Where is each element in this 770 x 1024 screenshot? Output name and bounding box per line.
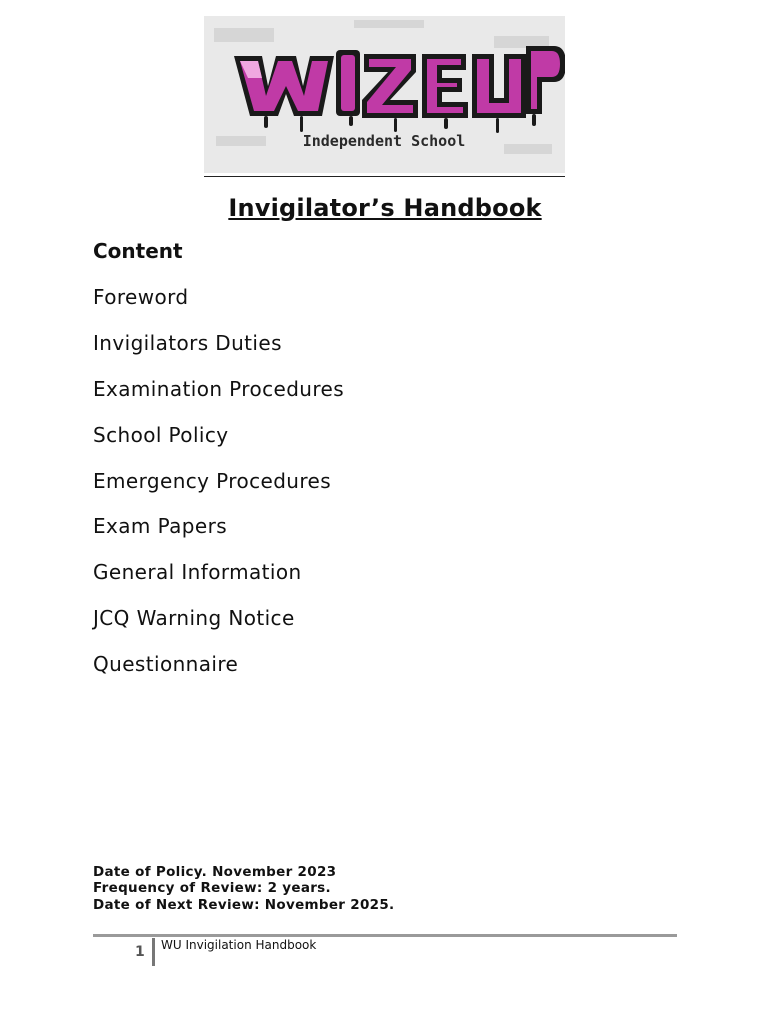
- toc-item: Questionnaire: [93, 652, 239, 677]
- policy-info: [93, 864, 394, 913]
- toc-item: Examination Procedures: [93, 376, 345, 401]
- toc-item: Invigilators Duties: [93, 330, 282, 355]
- logo-subtitle: Independent School: [302, 132, 466, 150]
- toc-item: Emergency Procedures: [93, 468, 332, 493]
- table-of-contents: [93, 283, 344, 696]
- footer-text: WU Invigilation Handbook: [161, 938, 317, 952]
- toc-item: General Information: [93, 560, 302, 585]
- review-frequency: Frequency of Review: 2 years.: [93, 880, 331, 897]
- toc-item: JCQ Warning Notice: [93, 606, 295, 631]
- footer-separator: [152, 938, 155, 966]
- logo-divider: [204, 176, 565, 177]
- toc-item: Foreword: [93, 285, 189, 309]
- contents-heading: Content: [93, 239, 183, 263]
- page-number: 1: [135, 944, 145, 960]
- page-title: Invigilator’s Handbook: [228, 194, 542, 222]
- toc-item: School Policy: [93, 422, 229, 447]
- toc-item: Exam Papers: [93, 514, 228, 539]
- policy-date: Date of Policy. November 2023: [93, 864, 337, 880]
- logo-graphic: [204, 16, 565, 173]
- next-review-date: Date of Next Review: November 2025.: [93, 896, 395, 913]
- school-logo: [204, 16, 565, 173]
- footer-divider: [93, 934, 677, 937]
